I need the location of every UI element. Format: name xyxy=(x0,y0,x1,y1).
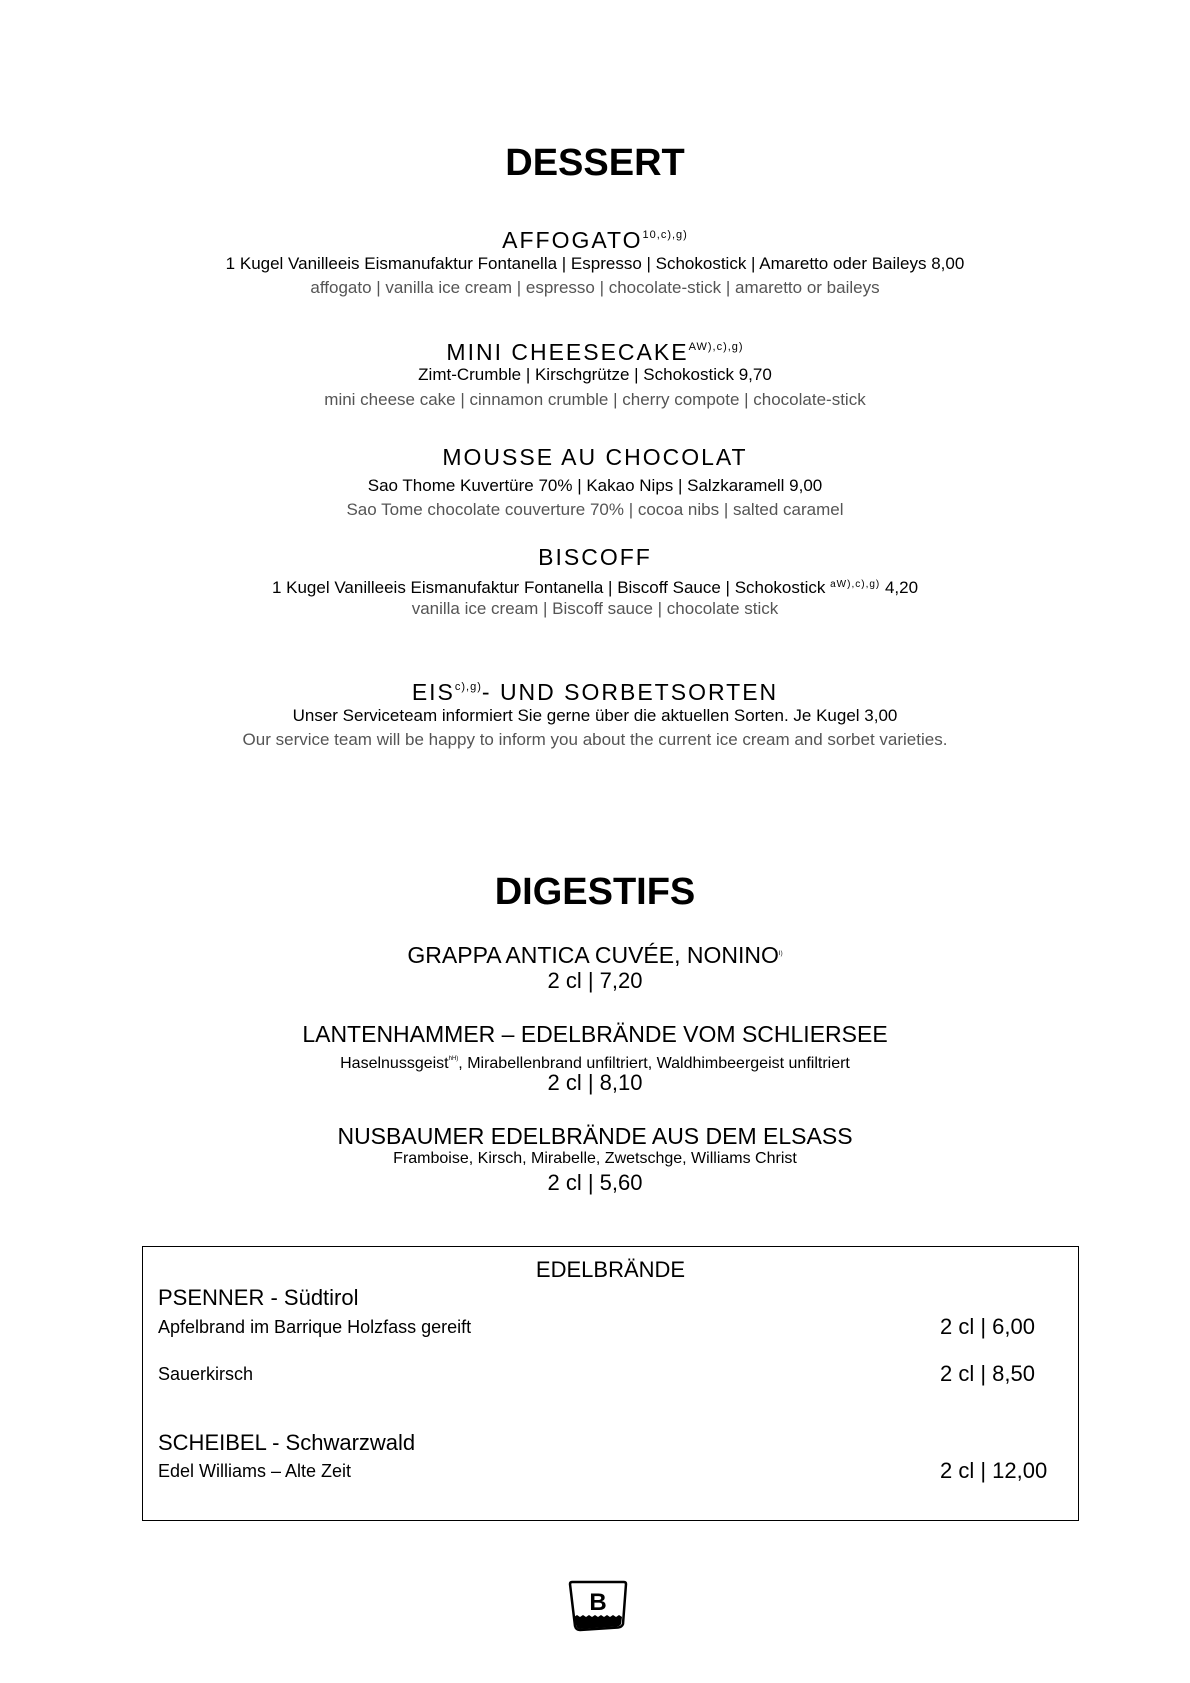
item-name: EIS xyxy=(411,679,455,705)
cheesecake-description-de: Zimt-Crumble | Kirschgrütze | Schokostick 9,70 xyxy=(418,365,772,384)
grappa-price: 2 cl | 7,20 xyxy=(547,968,643,993)
lantenhammer-title: LANTENHAMMER – EDELBRÄNDE VOM SCHLIERSEE xyxy=(302,1021,888,1047)
variety-text: , Mirabellenbrand unfiltriert, Waldhimbeergeist unfiltriert xyxy=(458,1055,850,1072)
product-price: 2 cl | 12,00 xyxy=(940,1458,1048,1483)
nusbaumer-title: NUSBAUMER EDELBRÄNDE AUS DEM ELSASS xyxy=(337,1123,853,1149)
mousse-title: MOUSSE AU CHOCOLAT xyxy=(442,444,748,470)
product-description: Sauerkirsch xyxy=(158,1364,254,1384)
price: 4,20 xyxy=(880,578,919,597)
mousse-description-de: Sao Thome Kuvertüre 70% | Kakao Nips | Salzkaramell 9,00 xyxy=(367,476,823,495)
affogato-description-de: 1 Kugel Vanilleeis Eismanufaktur Fontanella | Espresso | Schokostick | Amaretto oder Baileys 8,00 xyxy=(225,254,965,273)
item-name: MINI CHEESECAKE xyxy=(446,339,689,365)
dessert-heading: DESSERT xyxy=(505,142,685,184)
item-name: GRAPPA ANTICA CUVÉE, NONINO xyxy=(407,942,779,968)
producer-scheibel: SCHEIBEL - Schwarzwald xyxy=(158,1430,416,1455)
allergen-codes: aW),c),g) xyxy=(830,579,881,590)
product-description: Apfelbrand im Barrique Holzfass gereift xyxy=(158,1317,472,1337)
nusbaumer-varieties: Framboise, Kirsch, Mirabelle, Zwetschge, Williams Christ xyxy=(393,1150,797,1167)
brand-logo-icon xyxy=(568,1580,628,1632)
edelbraende-title: EDELBRÄNDE xyxy=(535,1257,686,1282)
allergen-codes: AW),c),g) xyxy=(688,341,744,353)
allergen-codes: I) xyxy=(778,951,783,957)
affogato-title xyxy=(0,221,1190,254)
biscoff-description-en: vanilla ice cream | Biscoff sauce | chocolate stick xyxy=(411,599,779,618)
grappa-title xyxy=(0,940,1190,969)
ice-cream-description-de: Unser Serviceteam informiert Sie gerne über die aktuellen Sorten. Je Kugel 3,00 xyxy=(292,706,898,725)
nusbaumer-price: 2 cl | 5,60 xyxy=(547,1170,643,1195)
lantenhammer-price: 2 cl | 8,10 xyxy=(547,1070,643,1095)
mousse-description-en: Sao Tome chocolate couverture 70% | cocoa nibs | salted caramel xyxy=(346,500,844,519)
svg-text:B: B xyxy=(589,1589,607,1616)
product-description: Edel Williams – Alte Zeit xyxy=(158,1461,352,1481)
cheesecake-description-en: mini cheese cake | cinnamon crumble | cherry compote | chocolate-stick xyxy=(324,390,866,409)
edelbraende-box xyxy=(142,1246,1079,1521)
cheesecake-title xyxy=(0,333,1190,366)
allergen-codes: hH) xyxy=(448,1056,459,1062)
biscoff-title: BISCOFF xyxy=(538,544,652,570)
producer-psenner: PSENNER - Südtirol xyxy=(158,1285,359,1310)
allergen-codes: 10,c),g) xyxy=(642,229,688,241)
variety-text: Haselnussgeist xyxy=(340,1055,449,1072)
digestifs-heading: DIGESTIFS xyxy=(494,871,696,913)
ice-cream-description-en: Our service team will be happy to inform you about the current ice cream and sorbet varieties. xyxy=(242,730,948,749)
item-name-suffix: - UND SORBETSORTEN xyxy=(481,679,779,705)
item-name: AFFOGATO xyxy=(502,227,643,253)
allergen-codes: c),g) xyxy=(454,681,482,693)
ice-cream-title xyxy=(0,673,1190,706)
product-price: 2 cl | 8,50 xyxy=(940,1361,1035,1386)
biscoff-description-de xyxy=(0,574,1190,599)
product-price: 2 cl | 6,00 xyxy=(940,1314,1035,1339)
description-text: 1 Kugel Vanilleeis Eismanufaktur Fontanella | Biscoff Sauce | Schokostick xyxy=(271,578,831,597)
affogato-description-en: affogato | vanilla ice cream | espresso | chocolate-stick | amaretto or baileys xyxy=(310,278,880,297)
